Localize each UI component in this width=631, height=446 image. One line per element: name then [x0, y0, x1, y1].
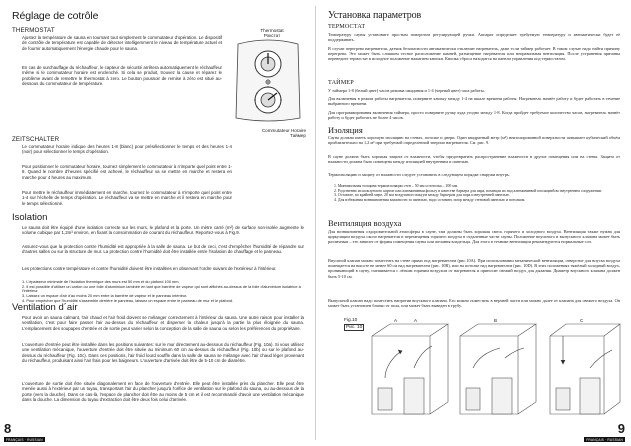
ventilation-title-ru: Вентиляция воздуха — [328, 218, 402, 228]
ventilation-text-ru: Для возникновения оздоровительной атмосферы в сауне, там должны быть хорошая смесь горячего и холодного воздуха. Вентиляция также нужна для циркуляции воздуха около нагревателя и перемещения горячего воздуха в отдаленные части сауны. Положение впускного и выпускного клапана может быть различным – это зависит от формы помещения сауны или желания владельца. Для этого в технике вентиляции рекомендуются нормальные соч. — [328, 229, 620, 245]
figure-label-ru: Рис. 10 — [346, 324, 363, 330]
ventilation-diagrams — [360, 318, 622, 420]
operate-text-fr: Pour mettre le réchauffeur immédiatement en marche, tournez le commutateur à n'importe quel point entre 1-4 sur l'échelle de temps d'opération. Le réchauffeur va se mettre en marche et il restera en marche pour le temps sélectionné. — [22, 190, 232, 206]
list-item: 2. Родственно используемого картон или алюминиевая фольгу в качестве барьера для пара, помещая их над алюминиевой изоляцией во внутреннем сооружении. — [334, 188, 602, 193]
thermostat-label-fr: Thermostat — [260, 28, 284, 33]
ventilation-title-fr: Ventilation d´air — [12, 302, 78, 313]
diagram-b — [460, 324, 536, 414]
vent-text2-fr: L'ouverture d'entrée peut être installée dans les positions suivantes: sur le mur directement au-dessous du réchauffeur (Fig. 10a). Si vous utilisez une ventilation mécanique, l'ouverture d'entrée doit être située au minimum 60 cm au-dessus du réchauffeur (Fig. 10b) ou sur le plafond au-dessus du réchauffeur (Fig. 10c). Dans ces positions, l'air froid lourd souffle dans la salle de sauna se mélange avec l'air chaud léger provenant du réchauffeur, produisant ainsi l'air frais pour les baigneurs. L'ouverture d'arrivée doit être de 5-10 cm de diamètre. — [22, 342, 304, 363]
isolation-title-ru: Изоляция — [328, 125, 363, 135]
diagram-label-c: C — [580, 318, 584, 323]
moisture-text-ru: В сауне должна быть хорошая защита от влажности, чтобы предотвратить распространение влажности в другие помещения или на стены. Защита от влажности должна быть помещена между изоляцией внутренним и панелью. — [328, 154, 620, 165]
page-label-left: FRANÇAIS · RUSSIAN — [6, 437, 43, 442]
timer-text-fr: Le commutateur horaire indique des heures 1-8 (blanc) pour présélectionner le temps et des heures 1-4 (noir) pour sélectionner le temps d'opération. — [22, 144, 232, 155]
zeitschalter-heading: ZEITSCHALTER — [12, 136, 60, 143]
diagram-a — [372, 324, 448, 414]
thermostat-label — [252, 28, 292, 38]
list-item: 4. Pour empêcher que l'humidité s'assemble derrière le panneau, laissez un espace entre le panneau de mur et le plafond. — [22, 297, 234, 303]
reset-button — [266, 80, 270, 84]
sensor-text-ru: В случае перегрева нагревателя, датчик безопасности автоматически отключит нагреватель, даже если таймер работает. В таком случае надо найти причину перегрева. Это может быть слишком тесное расположение камней, размещение нагревателя или неправильная вентиляция. После устранения причины переведите термостат в исходное положение нажатием кнопки. Кнопка сброса находится на панели управления под термостатом. — [328, 46, 620, 62]
vent-text3-fr: L'ouverture de sortie doit être située diagonalement en face de l'ouverture d'entrée. Elle peut être installée près du plancher. Elle peut être menée aussi à l'extérieur par un tuyau, transportant l'air du plancher jusqu'à l'orifice de ventilation sur le plafond du sauna, ou au-dessous de la porte (vers la douche). Dans ce cas-là, l'espace de plancher doit être au moins de 5 cm et il est recommandé d'avoir une ventilation mécanique dans la douche. La dimension du tuyau d'extraction doit être deux fois celui d'arrivée. — [22, 381, 304, 402]
page-label-right: FRANÇAIS · RUSSIAN — [586, 437, 623, 442]
list-item: 1. L'épaisseur minimale de l'isolation thermique des murs est 50 mm et du plafond 100 mm. — [22, 279, 180, 284]
left-page-title: Réglage de cotrôle — [12, 10, 99, 22]
left-page — [0, 0, 312, 446]
thermostat-heading-ru: ТЕРМОСТАТ — [328, 23, 366, 30]
diagram-label-b: B — [494, 318, 498, 323]
moisture-text-fr: Assurez-vous que la protection contre l'humidité est appropriée à la salle de sauna. Le but de ceci, c'est d'empêcher l'humidité de répandre sur d'autres salles ou sur la structure de mur. La protection contre l'humidité doit être installée entre l'isolation de chauffage et le panneau. — [22, 244, 304, 255]
vent-text3-ru: Выпускной клапан надо поместить напротив впускного клапана. Его можно поместить в верхней части или можно далее от клапана для свежего воздуха. Он может быть установлен близко от пола, или может быть выведен в трубу. — [328, 298, 620, 309]
insulation-list-fr — [22, 280, 304, 304]
thermostat-heading-fr: THERMOSTAT — [12, 27, 55, 34]
control-panel-illustration — [228, 38, 308, 124]
install-text-ru: Термоизоляцию и защиту от влажности следует установить в следующем порядке снаружи внутрь. — [328, 172, 510, 177]
preselect-text-fr: Pour positionner le commutateur horaire, tournez simplement le commutateur à n'importe quel point entre 1-8. Quand le nombre d'heures spécifié est achevé, le réchauffeur va se mettre en marche et restera en marche pour 4 heures au maximum. — [22, 164, 232, 180]
right-page — [318, 0, 631, 446]
list-item: 3. Laissez un espace d'air d'au moins 20 mm entre la barrière de vapeur et le panneau intérieur. — [22, 293, 188, 299]
page-divider — [315, 6, 316, 440]
page-number-left: 8 — [4, 421, 12, 436]
isolation-title-fr: Isolation — [12, 212, 48, 223]
timer-heading-ru: ТАЙМЕР — [328, 79, 354, 86]
right-page-title: Установка параметров — [328, 10, 422, 21]
list-item: 2. Il est possible d'utiliser un carton ou une folie d'aluminium laminée en tant que barrière de vapeur qui sont affichés au-dessus de la folie d'aluminium isolatrice à l'intérieur. — [22, 283, 301, 294]
vent-text2-ru: Впускной клапан можно поместить на стене прямо под нагревателем (рис.10А). При использовании механической вентиляции, отверстие для впуска воздуха помещается на высоте не менее 60 см над нагревателем (рис. 10B), или на потолке над нагревателем (рис. 10D). В этих положениях тяжёлый холодный воздух, проникающий в сауну, смешивается с лёгким горячим воздухом от нагревателя и приносит свежий воздух для дыхания. Диаметр впускного клапана должен быть 5-10 см. — [328, 258, 620, 279]
timer-label-ru: Таймер — [290, 133, 306, 139]
operate-text-ru: Для программирования включения таймера, просто поверните ручку куда угодно между 1-8. Когда пройдет требуемое количество часов, нагреватель начнёт работу и будет работать не более 4 часов. — [328, 110, 620, 121]
timer-text-ru: У таймера 1-8 (белый цвет) часов режима ожидания и 1-4 (черный цвет) часа работы. — [328, 88, 485, 93]
timer-label — [236, 128, 306, 138]
thermostat-label-ru: Рокстат — [263, 33, 281, 39]
timer-label-fr: Commutateur Horaire — [261, 128, 306, 133]
diagram-c — [550, 324, 620, 414]
preselect-text-ru: Для включения в режим работы нагревателя, поверните кнопку между 1-4 на шкале времени работы. Нагреватель начнёт работу и будет работать в течение выбранного времени. — [328, 96, 620, 107]
figure-label-fr: Fig.10 — [344, 318, 358, 323]
list-item: 1. Минимальная толщина термоизоляции стен – 50 мм и потолка – 100 мм. — [334, 184, 459, 188]
install-text-fr: Les protections contre température et contre l'humidité doivent être installées en observant l'ordre suivant de l'extérieur à l'intérieur. — [22, 266, 277, 271]
diagram-label-a1: A — [394, 318, 398, 323]
page-number-right: 9 — [617, 421, 625, 436]
thermostat-text-fr: Ajustez la température de sauna en tournant tout simplement le commutateur d'opération. Le dispositif de contrôle de température est capable de détecter intelligemment le niveau de température actuel et de fournir automatiquement l'énergie chaude pour le sauna. — [22, 35, 222, 51]
isolation-text-fr: Le sauna doit être équipé d'une isolation correcte sur les murs, le plafond et la porte. Un mètre carré (m²) de surface non-isolée augmente le volume cubique par 1,2m³ environ, en fixant la consommation de courant du réchauffeur. Reportez-vous à Fig.9. — [22, 225, 304, 236]
insulation-list-ru — [334, 184, 620, 203]
thermostat-text-ru: Температуру сауны установите простым поворотом регулирующей ручки. Аппарат определяет требуемую температуру и автоматически будет её поддерживать. — [328, 32, 620, 43]
ventilation-text-fr: Pour avoir un sauna calmant, l'air chaud et l'air froid doivent se mélanger correctement à l'intérieur du sauna. Une autre raison pour installer la ventilation, c'est pour faire passer l'air au-dessus du réchauffeur et disperser la chaleur jusqu'à la partie la plus éloignée du sauna. L'emplacement des soupapes d'entrée et de sortie peut varier selon la conception de la salle de sauna ou selon les préférences du propriétaire. — [22, 315, 304, 331]
diagram-label-a2: A — [414, 318, 418, 323]
list-item: 4. Для избежания возникновения влажности за панелью, надо оставить зазор между стеновой панелью и потолком. — [334, 198, 526, 203]
list-item: 3. Оставьте, по крайней мере, 20 мм воздушного вакуум между барьером для пара и внутренней панелью. — [334, 193, 510, 198]
isolation-text-ru: Сауна должна иметь хорошую изоляцию на стенах, потолке и двери. Один квадратный метр (м²) неизолированной поверхности повышает кубический объём приблизительно на 1,2 м³ при требуемой определенной энергии нагревателя. См. рис. 9. — [328, 135, 620, 146]
sensor-text-fr: En cas de surchauffage du réchauffeur, le capteur de sécurité arrêtera automatiquement le réchauffeur même si le commutateur horaire est enclenché. Si cela se produit, trouvez la cause et réparez le problème avant de remettre le thermostat à zero. Le bouton poussoir de remise à zéro est situé au-dessous du commutateur de température. — [22, 65, 222, 86]
